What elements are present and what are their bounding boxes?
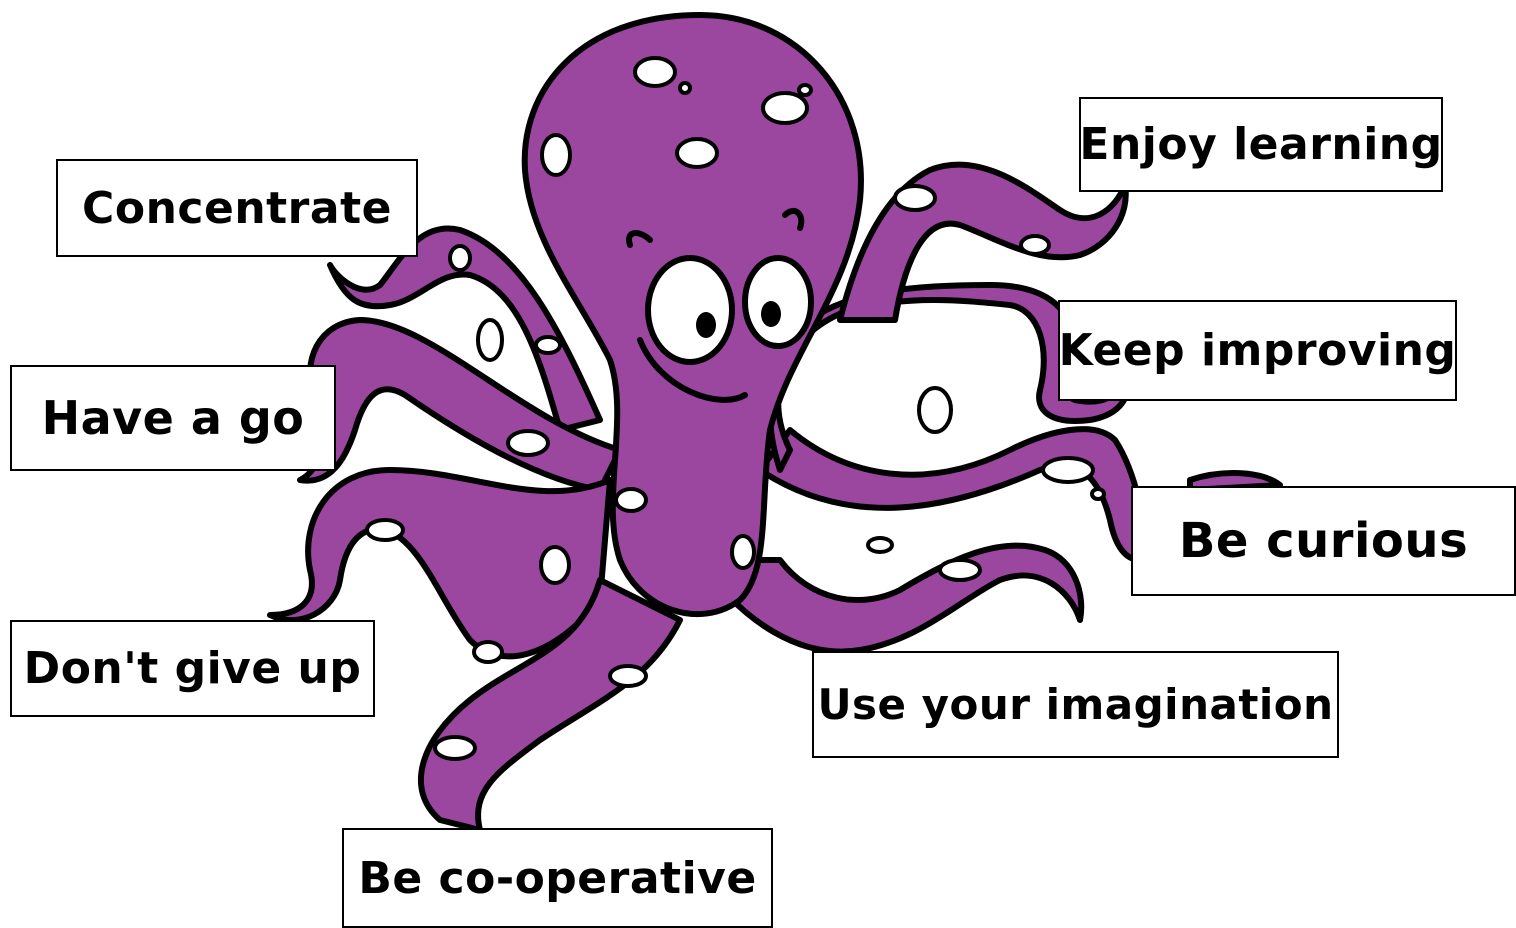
label-be-curious: Be curious [1131, 486, 1516, 596]
label-have-a-go: Have a go [10, 365, 336, 471]
label-be-co-operative: Be co-operative [342, 828, 773, 928]
label-concentrate: Concentrate [56, 159, 418, 257]
octopus-arm-right [760, 429, 1143, 560]
label-keep-improving: Keep improving [1058, 300, 1457, 401]
label-dont-give-up: Don't give up [10, 620, 375, 717]
label-use-your-imagination: Use your imagination [812, 651, 1339, 758]
label-enjoy-learning: Enjoy learning [1079, 97, 1443, 192]
